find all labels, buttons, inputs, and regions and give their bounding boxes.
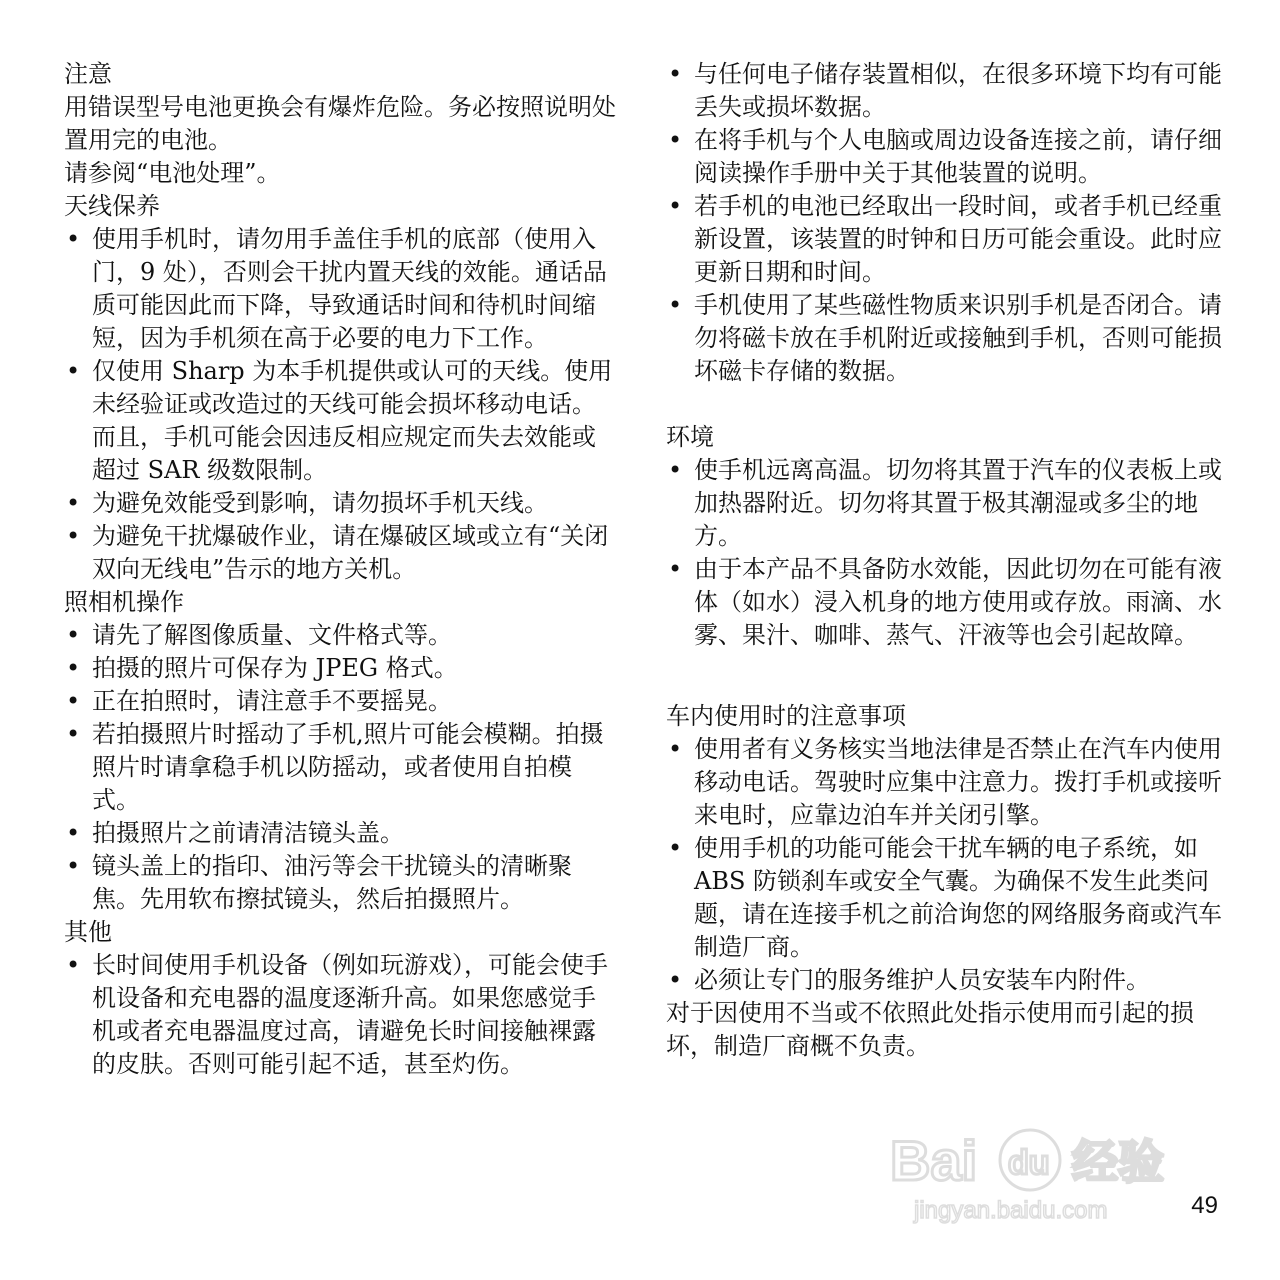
bullet-icon: • bbox=[66, 819, 81, 847]
list-item: • 使用手机时，请勿用手盖住手机的底部（使用入门，9 处），否则会干扰内置天线的效能。通话品质可能因此而下降，导致通话时间和待机时间缩短，因为手机须在高于必要的电力下工作。 bbox=[66, 225, 607, 352]
bullet-icon: • bbox=[66, 720, 81, 748]
bullet-icon: • bbox=[66, 357, 81, 385]
bullet-icon: • bbox=[668, 456, 683, 484]
watermark-du: du bbox=[1008, 1144, 1050, 1182]
bullet-icon: • bbox=[668, 555, 683, 583]
caution-text: 用错误型号电池更换会有爆炸危险。务必按照说明处置用完的电池。 bbox=[64, 93, 616, 154]
watermark-url: jingyan.baidu.com bbox=[914, 1197, 1108, 1224]
paw-icon bbox=[1000, 1130, 1060, 1190]
left-column bbox=[64, 58, 616, 1081]
camera-heading: 照相机操作 bbox=[64, 588, 184, 616]
bullet-icon: • bbox=[66, 522, 81, 550]
bullet-icon: • bbox=[66, 687, 81, 715]
list-item: • 使用手机的功能可能会干扰车辆的电子系统，如 ABS 防锁刹车或安全气囊。为确保不发生此类问题，请在连接手机之前洽询您的网络服务商或汽车制造厂商。 bbox=[668, 834, 1222, 961]
list-item: • 若手机的电池已经取出一段时间，或者手机已经重新设置，该装置的时钟和日历可能会重设。此时应更新日期和时间。 bbox=[668, 192, 1222, 286]
bullet-icon: • bbox=[668, 966, 683, 994]
baidu-watermark-logo bbox=[880, 1118, 1210, 1228]
vehicle-list bbox=[666, 733, 1222, 997]
list-item: • 镜头盖上的指印、油污等会干扰镜头的清晰聚焦。先用软布擦拭镜头，然后拍摄照片。 bbox=[66, 852, 572, 913]
list-item: • 正在拍照时，请注意手不要摇晃。 bbox=[64, 685, 616, 718]
bullet-icon: • bbox=[668, 60, 683, 88]
list-item: • 请先了解图像质量、文件格式等。 bbox=[64, 619, 616, 652]
bullet-icon: • bbox=[66, 852, 81, 880]
bullet-icon: • bbox=[66, 951, 81, 979]
other-heading: 其他 bbox=[64, 918, 112, 946]
list-item: • 由于本产品不具备防水效能，因此切勿在可能有液体（如水）浸入机身的地方使用或存放。雨滴、水雾、果汁、咖啡、蒸气、汗液等也会引起故障。 bbox=[668, 555, 1222, 649]
list-item: • 若拍摄照片时摇动了手机,照片可能会模糊。拍摄照片时请拿稳手机以防摇动，或者使用自拍模式。 bbox=[66, 720, 604, 814]
caution-reference: 请参阅“电池处理”。 bbox=[64, 159, 281, 187]
antenna-list bbox=[64, 223, 616, 586]
other-list-continued bbox=[666, 58, 1222, 388]
bullet-icon: • bbox=[66, 489, 81, 517]
page-number: 49 bbox=[1191, 1192, 1218, 1219]
list-item: • 仅使用 Sharp 为本手机提供或认可的天线。使用未经验证或改造过的天线可能会损坏移动电话。而且，手机可能会因违反相应规定而失去效能或超过 SAR 级数限制。 bbox=[66, 357, 613, 484]
bullet-icon: • bbox=[668, 735, 683, 763]
antenna-heading: 天线保养 bbox=[64, 192, 160, 220]
camera-list bbox=[64, 619, 616, 916]
bullet-icon: • bbox=[66, 654, 81, 682]
other-list bbox=[64, 949, 616, 1081]
disclaimer-text: 对于因使用不当或不依照此处指示使用而引起的损坏，制造厂商概不负责。 bbox=[666, 999, 1194, 1060]
environment-heading: 环境 bbox=[666, 423, 714, 451]
list-item: • 必须让专门的服务维护人员安装车内附件。 bbox=[666, 964, 1222, 997]
bullet-icon: • bbox=[668, 126, 683, 154]
watermark-brand: Bai bbox=[890, 1129, 978, 1192]
list-item: • 拍摄的照片可保存为 JPEG 格式。 bbox=[64, 652, 616, 685]
bullet-icon: • bbox=[66, 225, 81, 253]
list-item: • 手机使用了某些磁性物质来识别手机是否闭合。请勿将磁卡放在手机附近或接触到手机，否则可能损坏磁卡存储的数据。 bbox=[668, 291, 1222, 385]
vehicle-heading: 车内使用时的注意事项 bbox=[666, 702, 906, 730]
bullet-icon: • bbox=[66, 621, 81, 649]
right-column bbox=[666, 58, 1222, 1063]
list-item: • 长时间使用手机设备（例如玩游戏），可能会使手机设备和充电器的温度逐渐升高。如果您感觉手机或者充电器温度过高，请避免长时间接触裸露的皮肤。否则可能引起不适，甚至灼伤。 bbox=[66, 951, 608, 1078]
watermark-suffix: 经验 bbox=[1072, 1135, 1164, 1189]
caution-heading: 注意 bbox=[64, 60, 112, 88]
bullet-icon: • bbox=[668, 291, 683, 319]
list-item: • 为避免干扰爆破作业，请在爆破区域或立有“关闭双向无线电”告示的地方关机。 bbox=[66, 522, 609, 583]
list-item: • 拍摄照片之前请清洁镜头盖。 bbox=[64, 817, 616, 850]
list-item: • 使手机远离高温。切勿将其置于汽车的仪表板上或加热器附近。切勿将其置于极其潮湿或多尘的地方。 bbox=[668, 456, 1222, 550]
environment-list bbox=[666, 454, 1222, 652]
list-item: • 在将手机与个人电脑或周边设备连接之前，请仔细阅读操作手册中关于其他装置的说明。 bbox=[668, 126, 1222, 187]
bullet-icon: • bbox=[668, 834, 683, 862]
bullet-icon: • bbox=[668, 192, 683, 220]
list-item: • 使用者有义务核实当地法律是否禁止在汽车内使用移动电话。驾驶时应集中注意力。拨打手机或接听来电时，应靠边泊车并关闭引擎。 bbox=[668, 735, 1222, 829]
list-item: • 与任何电子储存装置相似，在很多环境下均有可能丢失或损坏数据。 bbox=[668, 60, 1222, 121]
list-item: • 为避免效能受到影响，请勿损坏手机天线。 bbox=[64, 487, 616, 520]
